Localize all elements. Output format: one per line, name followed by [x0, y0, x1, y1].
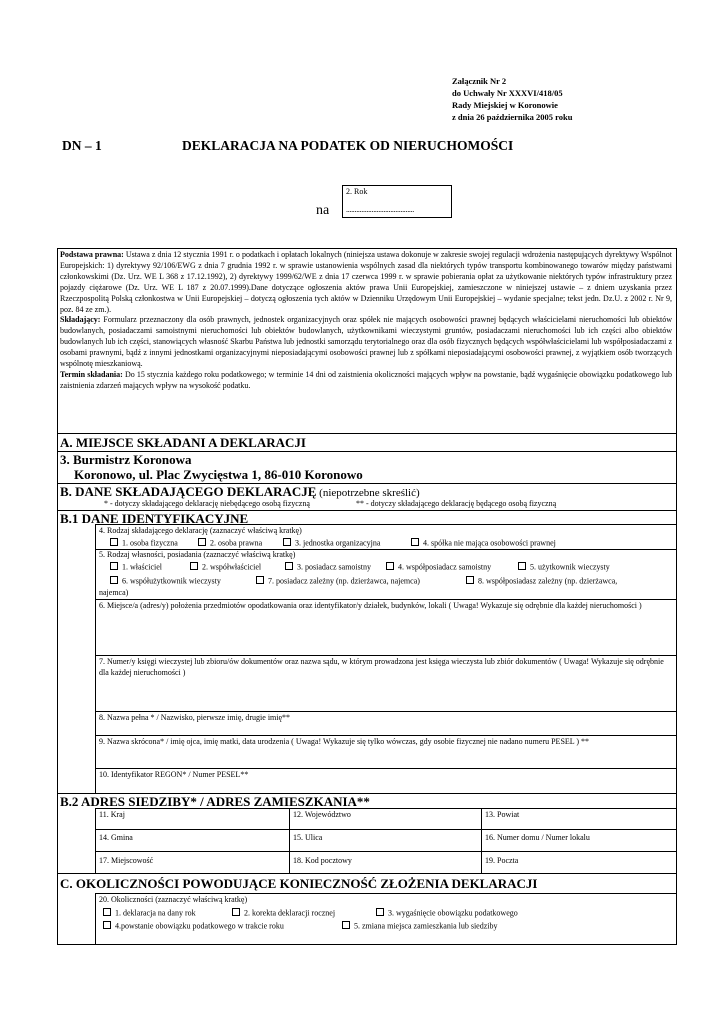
field-4-label: 4. Rodzaj składającego deklarację (zaznaczyć właściwą kratkę): [99, 526, 302, 535]
b1-inner-border: [95, 524, 96, 793]
office-address: Koronowo, ul. Plac Zwycięstwa 1, 86-010 Koronowo: [74, 467, 363, 482]
divider: [95, 655, 677, 656]
column-divider: [481, 808, 482, 873]
field-5-label: 5. Rodzaj własności, posiadania (zaznaczyć właściwą kratkę): [99, 550, 296, 559]
option-label: 6. współużytkownik wieczysty: [122, 576, 221, 586]
section-b-title: [60, 484, 420, 500]
field-10-label[interactable]: 10. Identyfikator REGON* / Numer PESEL**: [99, 770, 249, 779]
checkbox[interactable]: [110, 538, 118, 546]
deadline: [60, 370, 672, 392]
house-number-field[interactable]: 16. Numer domu / Numer lokalu: [485, 833, 590, 842]
post-office-field[interactable]: 19. Poczta: [485, 856, 519, 865]
office-name: 3. Burmistrz Koronowa: [60, 452, 192, 467]
na-label: na: [316, 203, 330, 218]
section-b2-title: B.2 ADRES SIEDZIBY* / ADRES ZAMIESZKANIA**: [60, 794, 370, 809]
option-label: 4.powstanie obowiązku podatkowego w trakcie roku: [115, 921, 284, 931]
field-5-option-6[interactable]: [108, 576, 221, 587]
option-label: 8. współposiadasz zależny (np. dzierżawca,: [478, 576, 618, 586]
field-20-option-2[interactable]: [230, 908, 335, 919]
checkbox[interactable]: [466, 576, 474, 584]
legal-basis-text: Ustawa z dnia 12 stycznia 1991 r. o podatkach i opłatach lokalnych (niniejsza ustawa dokonuje w zakresie swojej regulacji wdrożenia następujących dyrektywy Wspólnot Europejskich: 1) dyrektywy 92/106/EWG z dnia 7 grudnia 1992 r. w sprawie ustanowienia wspólnych zasad dla niektórych typów transportu kombinowanego towarów między państwami członkowskimi (Dz. Urz. WE L 368 z 17.12.1992), 2) dyrektywy 1999/62/WE z dnia 17 czerwca 1999 r. w sprawie pobierania opłat za użytkowanie niektórych typów infrastruktury przez pojazdy ciężarowe (Dz. Urz. WE L 187 z 20.07.1999).Dane dotyczące ogłoszenia aktów prawa Unii Europejskiej, zamieszczone w niniejszej ustawie – z dniem uzyskania przez Rzeczpospolitą Polską członkostwa w Unii Europejskiej – dotyczą ogłoszenia tych aktów w Dzienniku Urzędowym Unii Europejskiej – wydanie specjalne; tekst jedn. Dz.U. z 2002 r. Nr 9, poz. 84 ze zm.).: [60, 250, 672, 314]
option-label: 3. posiadacz samoistny: [297, 562, 371, 572]
street-field[interactable]: 15. Ulica: [293, 833, 323, 842]
field-7-label[interactable]: 7. Numer/y księgi wieczystej lub zbioru/ów dokumentów oraz nazwa sądu, w którym prowadzona jest księga wieczysta lub zbiór dokumentów ( Uwaga! Wykazuje się odrębnie dla każdej nieruchomości ): [99, 657, 664, 677]
deadline-label: Termin składania:: [60, 369, 123, 379]
section-b-title-text: B. DANE SKŁADAJĄCEGO DEKLARACJĘ: [60, 484, 317, 499]
checkbox[interactable]: [110, 562, 118, 570]
option-label: 4. współposiadacz samoistny: [398, 562, 492, 572]
checkbox[interactable]: [198, 538, 206, 546]
field-20-option-3[interactable]: [374, 908, 518, 919]
checkbox[interactable]: [256, 576, 264, 584]
submitter: [60, 315, 672, 370]
checkbox[interactable]: [283, 538, 291, 546]
field-20-option-4[interactable]: [101, 921, 284, 932]
county-field[interactable]: 13. Powiat: [485, 810, 520, 819]
voivodeship-field[interactable]: 12. Województwo: [293, 810, 351, 819]
country-field[interactable]: 11. Kraj: [99, 810, 125, 819]
field-5-option-2[interactable]: [188, 562, 261, 573]
section-b1-title: B.1 DANE IDENTYFIKACYJNE: [60, 511, 249, 526]
checkbox[interactable]: [411, 538, 419, 546]
field-9-label[interactable]: 9. Nazwa skrócona* / imię ojca, imię matki, data urodzenia ( Uwaga! Wykazuje się tylko wówczas, gdy osobie fizycznej nie nadano numeru PESEL ) **: [99, 737, 590, 746]
field-5-option-8[interactable]: [464, 576, 617, 587]
divider: [95, 768, 677, 769]
divider: [95, 599, 677, 600]
field-4-option-4[interactable]: [409, 538, 556, 549]
annex-line-1: Załącznik Nr 2: [452, 76, 507, 86]
annex-line-2: do Uchwały Nr XXXVI/418/05: [452, 88, 563, 98]
option-label: 3. wygaśnięcie obowiązku podatkowego: [388, 908, 518, 918]
c-inner-border: [95, 893, 96, 945]
field-8-label[interactable]: 8. Nazwa pełna * / Nazwisko, pierwsze imię, drugie imię**: [99, 713, 291, 722]
checkbox[interactable]: [386, 562, 394, 570]
section-a-title: A. MIEJSCE SKŁADANI A DEKLARACJI: [60, 435, 306, 450]
divider: [95, 711, 677, 712]
option-label: 1. osoba fizyczna: [122, 538, 178, 548]
field-5-option-3[interactable]: [283, 562, 371, 573]
divider: [57, 873, 677, 874]
option-label: 4. spółka nie mająca osobowości prawnej: [423, 538, 556, 548]
year-value[interactable]: ........................................: [346, 205, 415, 214]
divider: [95, 735, 677, 736]
checkbox[interactable]: [110, 576, 118, 584]
note-non-natural: * - dotyczy składającego deklarację niebędącego osobą fizyczną: [104, 499, 310, 508]
field-4-option-1[interactable]: [108, 538, 178, 549]
deadline-text: Do 15 stycznia każdego roku podatkowego; w terminie 14 dni od zaistnienia okoliczności mających wpływ na powstanie, bądź wygaśnięcie obowiązku podatkowego lub zaistnienia zdarzeń mających wpływ na wysokość podatku.: [60, 369, 673, 390]
field-5-option-1[interactable]: [108, 562, 162, 573]
form-title: DEKLARACJA NA PODATEK OD NIERUCHOMOŚCI: [182, 138, 514, 153]
option-label: 3. jednostka organizacyjna: [295, 538, 381, 548]
field-20-option-1[interactable]: [101, 908, 196, 919]
checkbox[interactable]: [518, 562, 526, 570]
option-label: 5. użytkownik wieczysty: [530, 562, 610, 572]
checkbox[interactable]: [232, 908, 240, 916]
annex-note: [452, 75, 573, 123]
annex-line-4: z dnia 26 października 2005 roku: [452, 112, 573, 122]
option-label: 7. posiadacz zależny (np. dzierżawca, najemca): [268, 576, 420, 586]
city-field[interactable]: 17. Miejscowość: [99, 856, 154, 865]
legal-basis: [60, 250, 672, 315]
option-label: 5. zmiana miejsca zamieszkania lub siedziby: [354, 921, 498, 931]
option-label: 1. deklaracja na dany rok: [115, 908, 196, 918]
option-label: 2. współwłaściciel: [202, 562, 262, 572]
field-20-option-5[interactable]: [340, 921, 498, 932]
option-label: 1. właściciel: [122, 562, 162, 572]
divider: [95, 851, 677, 852]
field-4-option-3[interactable]: [281, 538, 380, 549]
field-20-label: 20. Okoliczności (zaznaczyć właściwą kratkę): [99, 895, 248, 904]
annex-line-3: Rady Miejskiej w Koronowie: [452, 100, 558, 110]
field-5-continuation: najemca): [99, 588, 129, 597]
divider: [57, 433, 677, 434]
field-6-label[interactable]: 6. Miejsce/a (adres/y) położenia przedmiotów opodatkowania oraz identyfikator/y działek, budynków, lokali ( Uwaga! Wykazuje się odrębnie dla każdej nieruchomości ): [99, 601, 642, 610]
postal-code-field[interactable]: 18. Kod pocztowy: [293, 856, 352, 865]
b2-inner-border: [95, 808, 96, 873]
commune-field[interactable]: 14. Gmina: [99, 833, 133, 842]
divider: [95, 829, 677, 830]
checkbox[interactable]: [285, 562, 293, 570]
submitter-label: Składający:: [60, 315, 101, 325]
divider: [95, 893, 677, 894]
legal-basis-label: Podstawa prawna:: [60, 250, 124, 259]
submitter-text: Formularz przeznaczony dla osób prawnych, jednostek organizacyjnych oraz spółek nie mających osobowości prawnej będących właścicielami nieruchomości lub obiektów budowlanych, posiadaczami samoistnymi nieruchomości lub obiektów budowlanych, użytkownikami wieczystymi gruntów, posiadaczami nieruchomości lub ich części albo obiektów budowlanych lub ich części, stanowiących własność Skarbu Państwa lub jednostki samorządu terytorialnego oraz dla osób fizycznych będących współwłaścicielami lub współposiadaczami z osobami prawnymi, bądź z innymi jednostkami organizacyjnymi nieposiadającymi osobowości prawnej lub z spółkami nieposiadającymi osobowości prawnej, z wyjątkiem osób tworzących wspólnotę mieszkaniową.: [60, 315, 672, 369]
year-field[interactable]: [342, 185, 452, 218]
checkbox[interactable]: [342, 921, 350, 929]
section-b-note: (niepotrzebne skreślić): [316, 487, 420, 499]
field-5-option-4[interactable]: [384, 562, 491, 573]
year-label: 2. Rok: [346, 187, 368, 196]
note-natural: ** - dotyczy składającego deklarację będącego osobą fizyczną: [356, 499, 557, 508]
field-5-option-7[interactable]: [254, 576, 420, 587]
checkbox[interactable]: [190, 562, 198, 570]
intro-text: [60, 250, 672, 392]
section-c-title: C. OKOLICZNOŚCI POWODUJĄCE KONIECZNOŚĆ ZŁOŻENIA DEKLARACJI: [60, 876, 538, 891]
checkbox[interactable]: [103, 908, 111, 916]
column-divider: [289, 808, 290, 873]
checkbox[interactable]: [376, 908, 384, 916]
divider: [95, 524, 677, 525]
field-4-option-2[interactable]: [196, 538, 262, 549]
divider: [95, 808, 677, 809]
option-label: 2. osoba prawna: [210, 538, 263, 548]
form-code: DN – 1: [62, 138, 102, 153]
option-label: 2. korekta deklaracji rocznej: [244, 908, 336, 918]
checkbox[interactable]: [103, 921, 111, 929]
field-5-option-5[interactable]: [516, 562, 610, 573]
